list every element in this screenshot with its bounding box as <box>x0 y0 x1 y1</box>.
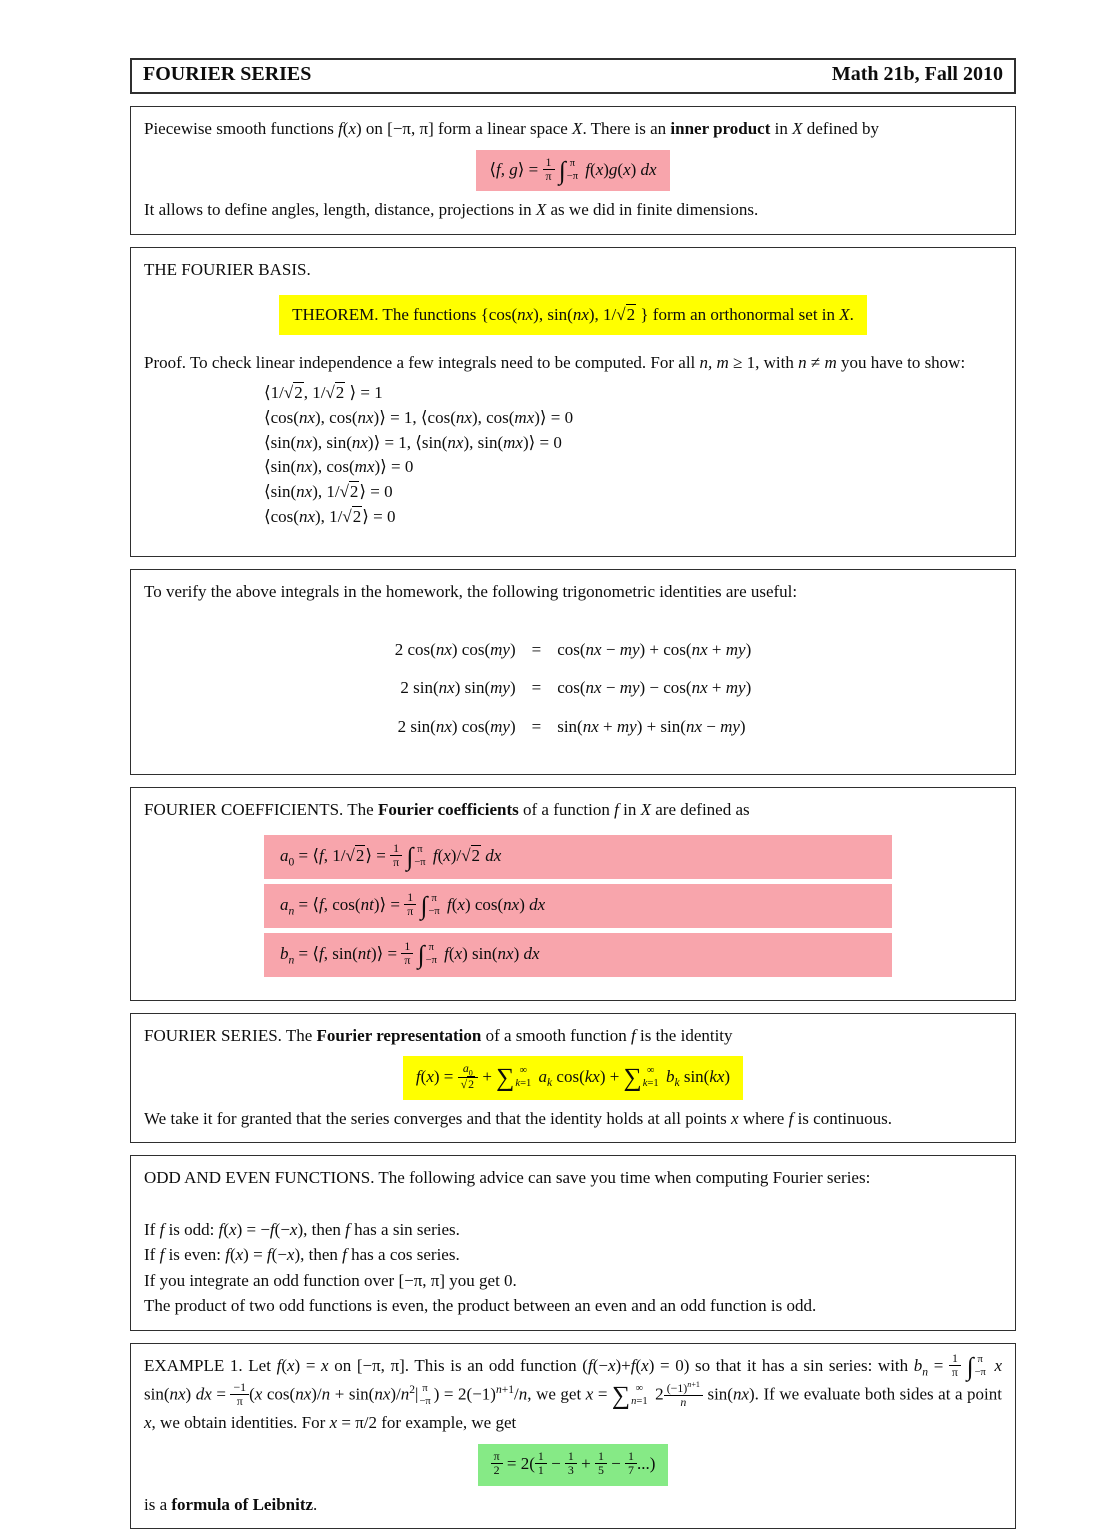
section-trig-identities <box>130 569 1016 775</box>
fourier-series-heading: FOURIER SERIES. The Fourier representation of a smooth function f is the identity <box>144 1025 733 1045</box>
equals-sign: = <box>531 639 542 659</box>
proof-intro: Proof. To check linear independence a few integrals need to be computed. For all n, m ≥ 1, with n ≠ m you have to show: <box>144 352 966 372</box>
page-title: FOURIER SERIES <box>143 63 312 85</box>
proof-equation: ⟨sin(nx), sin(nx)⟩ = 1, ⟨sin(nx), sin(mx)⟩ = 0 <box>264 432 562 452</box>
proof-equation: ⟨cos(nx), cos(nx)⟩ = 1, ⟨cos(nx), cos(mx)⟩ = 0 <box>264 408 574 428</box>
document-page <box>130 0 1016 1529</box>
bn-formula: $b_n$ = ⟨f, sin(nt)⟩ = $\frac{1}{\pi}$ ∫ π −π f(x) sin(nx) dx <box>264 933 892 977</box>
identity-lhs: 2 sin(nx) cos(my) <box>397 716 516 736</box>
trig-identities-intro: To verify the above integrals in the homework, the following trigonometric identities are useful: <box>144 582 798 602</box>
spacer <box>144 1191 1002 1217</box>
section-odd-even <box>130 1155 1016 1331</box>
leibnitz-formula: $\frac{\pi}{2}$ = 2( $\frac{1}{1}$ − $\frac{1}{3}$ + $\frac{1}{5}$ − $\frac{1}{7}$ ...) <box>478 1444 669 1486</box>
identity-rhs: cos(nx − my) − cos(nx + my) <box>557 678 752 698</box>
section-example <box>130 1343 1016 1529</box>
proof-equation: ⟨1/√2, 1/√2 ⟩ = 1 <box>264 383 383 403</box>
odd-even-rule: If you integrate an odd function over [−π, π] you get 0. <box>144 1270 517 1290</box>
odd-even-heading: ODD AND EVEN FUNCTIONS. The following advice can save you time when computing Fourier series: <box>144 1168 871 1188</box>
proof-equation: ⟨cos(nx), 1/√2⟩ = 0 <box>264 506 396 526</box>
leibnitz-formula-row <box>144 1444 1002 1486</box>
fourier-series-formula: f(x) = $\frac{a_0}{√2}$ + ∑ ∞ k=1 $a_k$ cos(kx) + ∑ ∞ k=1 $b_k$ sin(kx) <box>403 1056 743 1100</box>
fourier-coefficients-heading: FOURIER COEFFICIENTS. The Fourier coefficients of a function f in X are defined as <box>144 800 750 820</box>
a0-formula: $a_0$ = ⟨f, 1/√2⟩ = $\frac{1}{\pi}$ ∫ π −π f(x)/√2 dx <box>264 835 892 879</box>
course-label: Math 21b, Fall 2010 <box>831 63 1003 85</box>
odd-even-rule: If f is odd: f(x) = −f(−x), then f has a sin series. <box>144 1219 460 1239</box>
odd-even-rule: The product of two odd functions is even, the product between an even and an odd function is odd. <box>144 1296 817 1316</box>
proof-equation: ⟨sin(nx), 1/√2⟩ = 0 <box>264 481 393 501</box>
document-header <box>130 58 1016 94</box>
odd-even-rule: If f is even: f(x) = f(−x), then f has a cos series. <box>144 1245 460 1265</box>
orthonormal-theorem: THEOREM. The functions {cos(nx), sin(nx), 1/√2 } form an orthonormal set in X. <box>279 295 867 335</box>
trig-identities-table <box>395 637 751 740</box>
inner-product-formula-row <box>144 150 1002 192</box>
intro-text-1: Piecewise smooth functions f(x) on [−π, π] form a linear space X. There is an inner product in X defined by <box>144 119 879 138</box>
equals-sign: = <box>531 716 542 736</box>
identity-lhs: 2 cos(nx) cos(my) <box>394 639 516 659</box>
section-fourier-series <box>130 1013 1016 1144</box>
identity-rhs: sin(nx + my) + sin(nx − my) <box>557 716 746 736</box>
coefficient-formulas <box>264 835 1002 977</box>
identity-rhs: cos(nx − my) + cos(nx + my) <box>557 639 752 659</box>
proof-equations <box>264 381 1002 529</box>
example-paragraph: EXAMPLE 1. Let f(x) = x on [−π, π]. This is an odd function (f(−x)+f(x) = 0) so that it has a sin series: with $b_n$ = $\frac{1}{\pi}$ ∫ π −π x sin(nx) dx = $\frac{-1}{\pi}$ (x $\cos(nx)/n + \sin(nx)/n^2|$ π −π ) = $2(-1)^{n+1}/n$, we get x = ∑ ∞ n=1 2 $\frac{(-1)^{n+1}}{n}$ sin(nx). If we evaluate both sides at a point x, we obtain identities. For x = π/2 for example, we get <box>144 1350 1003 1433</box>
proof-equation: ⟨sin(nx), cos(mx)⟩ = 0 <box>264 457 414 477</box>
example-closing: is a formula of Leibnitz. <box>144 1494 318 1514</box>
identity-lhs: 2 sin(nx) sin(my) <box>400 678 516 698</box>
section-fourier-coefficients <box>130 787 1016 1000</box>
theorem-row <box>144 295 1002 335</box>
intro-text-2: It allows to define angles, length, distance, projections in X as we did in finite dimensions. <box>144 200 759 220</box>
series-formula-row <box>144 1056 1002 1100</box>
series-note: We take it for granted that the series converges and that the identity holds at all points x where f is continuous. <box>144 1108 893 1128</box>
an-formula: $a_n$ = ⟨f, cos(nt)⟩ = $\frac{1}{\pi}$ ∫ π −π f(x) cos(nx) dx <box>264 884 892 928</box>
inner-product-formula: ⟨f, g⟩ = $\frac{1}{\pi}$ ∫ π −π f(x)g(x) dx <box>476 150 669 192</box>
fourier-basis-heading: THE FOURIER BASIS. <box>144 259 311 279</box>
equals-sign: = <box>531 678 542 698</box>
section-fourier-basis <box>130 247 1016 557</box>
section-inner-product <box>130 106 1016 235</box>
